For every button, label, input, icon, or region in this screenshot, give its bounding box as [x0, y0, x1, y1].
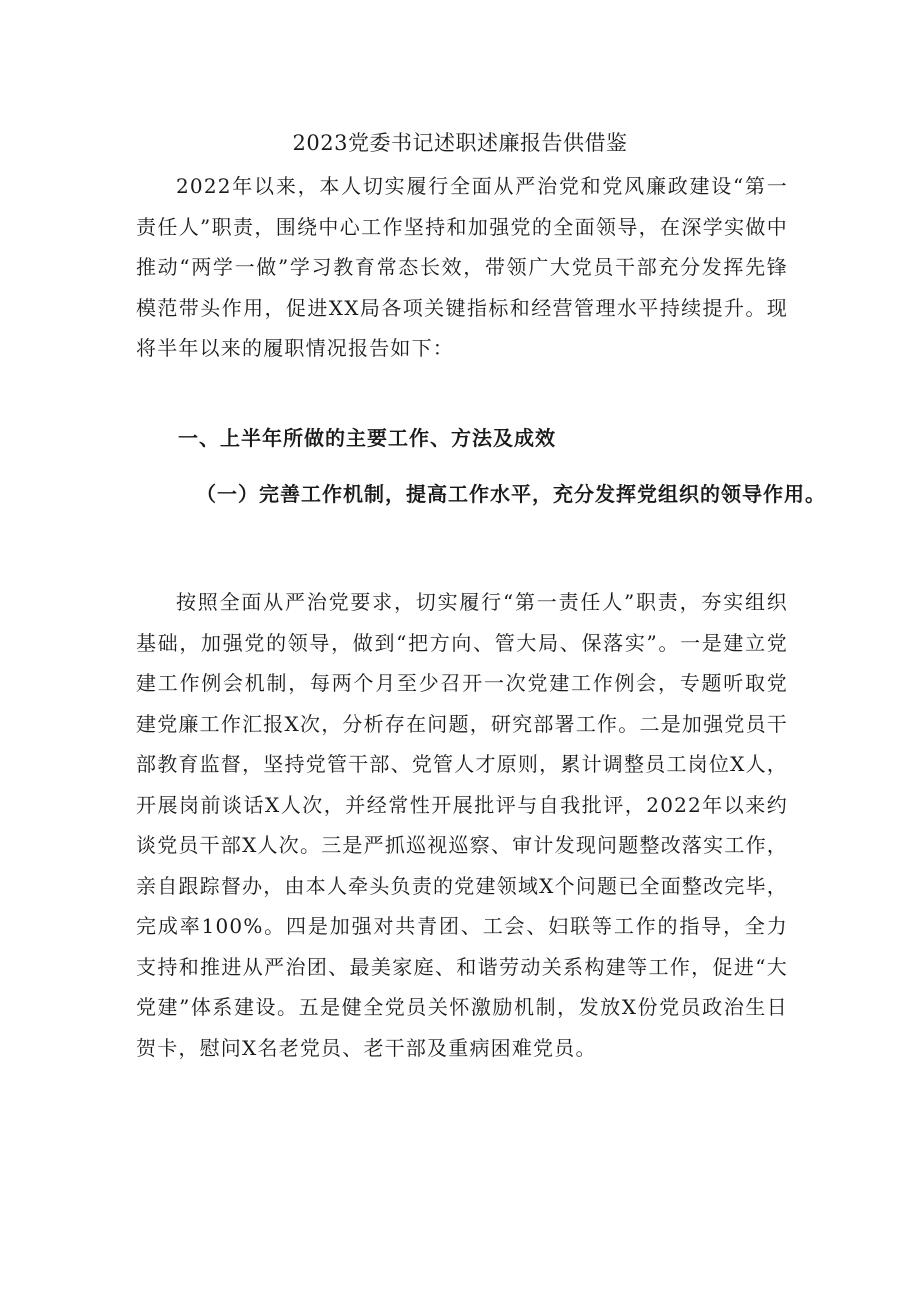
- intro-paragraph: 2022年以来，本人切实履行全面从严治党和党风廉政建设“第一责任人”职责，围绕中心工作坚持和加强党的全面领导，在深学实做中推动“两学一做”学习教育常态长效，带领广大党员干部充分发挥先锋模范带头作用，促进XX局各项关键指标和经营管理水平持续提升。现将半年以来的履职情况报告如下：: [136, 174, 788, 360]
- document-title: 2023党委书记述职述廉报告供借鉴: [292, 131, 628, 156]
- subsection-heading: （一）完善工作机制，提高工作水平，充分发挥党组织的领导作用。: [196, 482, 826, 506]
- subsection-paragraph: 按照全面从严治党要求，切实履行“第一责任人”职责，夯实组织基础，加强党的领导，做到“把方向、管大局、保落实”。一是建立党建工作例会机制，每两个月至少召开一次党建工作例会，专题听取党建党廉工作汇报X次，分析存在问题，研究部署工作。二是加强党员干部教育监督，坚持党管干部、党管人才原则，累计调整员工岗位X人，开展岗前谈话X人次，并经常性开展批评与自我批评，2022年以来约谈党员干部X人次。三是严抓巡视巡察、审计发现问题整改落实工作，亲自跟踪督办，由本人牵头负责的党建领域X个问题已全面整改完毕，完成率100%。四是加强对共青团、工会、妇联等工作的指导，全力支持和推进从严治团、最美家庭、和谐劳动关系构建等工作，促进“大党建”体系建设。五是健全党员关怀激励机制，发放X份党员政治生日贺卡，慰问X名老党员、老干部及重病困难党员。: [136, 590, 788, 1060]
- section-heading: 一、上半年所做的主要工作、方法及成效: [178, 426, 556, 450]
